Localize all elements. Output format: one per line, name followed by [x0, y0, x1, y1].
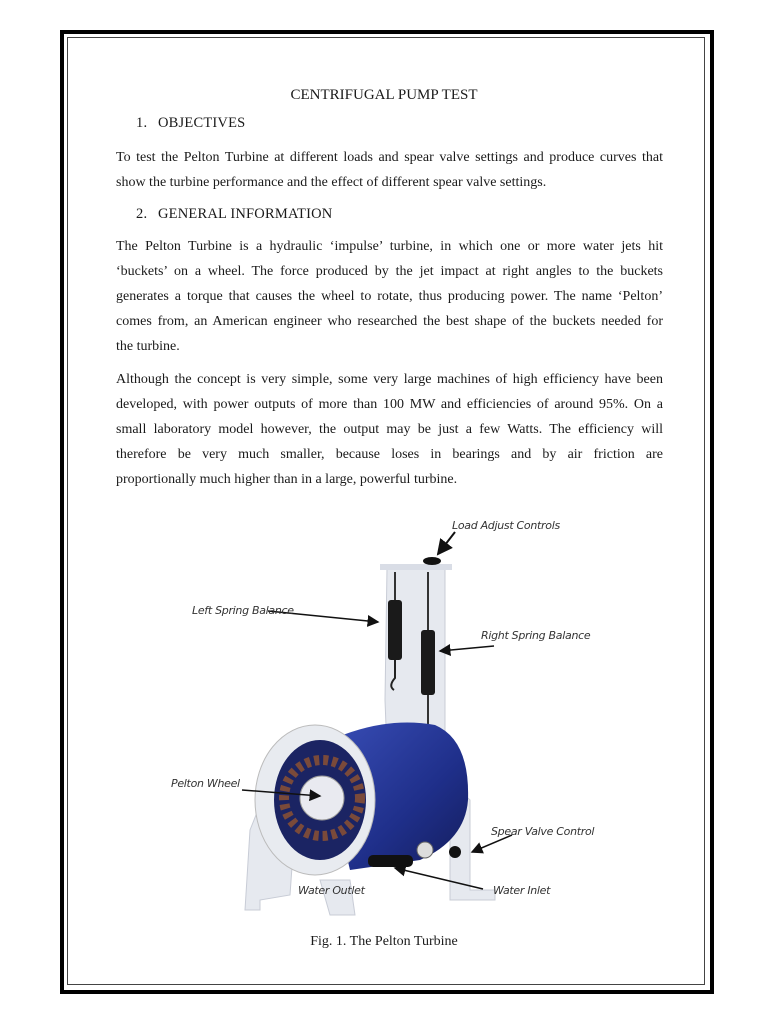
text-line: the turbine.: [116, 339, 180, 354]
text-line: small laboratory model however, the output may be just a few Watts. The efficiency will: [116, 422, 663, 437]
section-heading-general-information: [136, 206, 332, 223]
pelton-turbine-illustration: [150, 500, 610, 920]
label-left-spring-balance: Left Spring Balance: [192, 604, 294, 617]
text-line: To test the Pelton Turbine at different loads and spear valve settings and produce curves that: [116, 150, 663, 165]
label-pelton-wheel: Pelton Wheel: [171, 777, 240, 790]
section-heading-text: GENERAL INFORMATION: [158, 206, 333, 222]
section-number: 1.: [136, 115, 148, 131]
text-line: generates a torque that causes the wheel to rotate, thus producing power. The name ‘Pelton’: [116, 289, 663, 304]
label-spear-valve-control: Spear Valve Control: [491, 825, 595, 838]
text-line: developed, with power outputs of more than 100 MW and efficiencies of around 95%. On a: [116, 397, 663, 412]
general-info-paragraph-1: [116, 234, 663, 359]
figure-caption: Fig. 1. The Pelton Turbine: [310, 934, 458, 949]
section-number: 2.: [136, 206, 148, 222]
objectives-paragraph: [116, 145, 663, 195]
text-line: proportionally much higher than in a large, powerful turbine.: [116, 472, 458, 487]
text-line: show the turbine performance and the effect of different spear valve settings.: [116, 175, 547, 190]
page-title: CENTRIFUGAL PUMP TEST: [290, 87, 478, 103]
general-info-paragraph-2: [116, 367, 663, 492]
pelton-turbine-figure: [150, 500, 610, 920]
label-water-outlet: Water Outlet: [298, 884, 365, 897]
text-line: comes from, an American engineer who researched the best shape of the buckets needed for: [116, 314, 663, 329]
label-right-spring-balance: Right Spring Balance: [481, 629, 591, 642]
section-heading-text: OBJECTIVES: [158, 115, 246, 131]
section-heading-objectives: [136, 115, 245, 132]
text-line: ‘buckets’ on a wheel. The force produced by the jet impact at right angles to the buckets: [116, 264, 663, 279]
label-load-adjust-controls: Load Adjust Controls: [452, 519, 560, 532]
label-water-inlet: Water Inlet: [493, 884, 551, 897]
text-line: The Pelton Turbine is a hydraulic ‘impulse’ turbine, in which one or more water jets hit: [116, 239, 663, 254]
text-line: Although the concept is very simple, some very large machines of high efficiency have been: [116, 372, 663, 387]
text-line: therefore be very much smaller, because loses in bearings and by air friction are: [116, 447, 663, 462]
